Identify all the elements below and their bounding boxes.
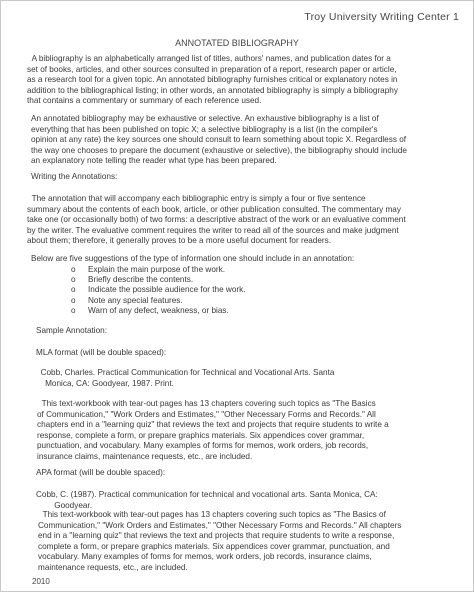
bullet-marker: o	[71, 285, 76, 295]
writing-heading: Writing the Annotations:	[31, 172, 118, 181]
list-item	[71, 285, 245, 295]
exhaustive-selective-paragraph: An annotated bibliography may be exhaustive or selective. An exhaustive bibliography is a list of everything that has been published on topic X; a selective bibliography is a list (in the compiler's opinion at any rate) the key sources one should consult to learn something about topic X. Regardless of the way one chooses to prepare the document (exhaustive or selective), the bibliography should include an explanatory note telling the reader what type has been prepared.	[31, 114, 407, 166]
mla-citation: Cobb, Charles. Practical Communication for Technical and Vocational Arts. Santa Monica, CA: Goodyear, 1987. Print.	[40, 368, 335, 388]
bullet-marker: o	[71, 295, 76, 305]
list-item-text: Note any special features.	[88, 295, 183, 305]
sample-heading: Sample Annotation:	[36, 326, 108, 335]
list-item-text: Briefly describe the contents.	[88, 275, 194, 285]
bullet-marker: o	[71, 265, 76, 274]
list-item-text: Indicate the possible audience for the work.	[88, 285, 246, 295]
page-footer-year: 2010	[32, 577, 50, 586]
list-item	[71, 306, 245, 316]
mla-heading: MLA format (will be double spaced):	[36, 348, 167, 357]
suggestions-list	[71, 265, 245, 316]
list-item	[71, 275, 245, 285]
document-title: ANNOTATED BIBLIOGRAPHY	[175, 38, 299, 48]
list-item-text: Warn of any defect, weakness, or bias.	[88, 305, 229, 315]
bullet-marker: o	[71, 275, 76, 285]
apa-heading: APA format (will be double spaced):	[36, 468, 166, 477]
list-item	[71, 296, 245, 306]
list-item	[71, 265, 245, 275]
annotation-paragraph: The annotation that will accompany each bibliographic entry is simply a four or five sentence summary about the contents of each book, article, or other publication consulted. The commentary may take one (or occasionally both) of two forms: a descriptive abstract of the work or an evaluative comment by the writer. The evaluative comment requires the writer to read all of the sources and make judgment about them; therefore, it generally proves to be a more useful document for readers.	[27, 194, 406, 246]
apa-annotation: This text-workbook with tear-out pages has 13 chapters covering such topics as "The Basics of Communication," "Work Orders and Estimates," "Other Necessary Forms and Records." All chapters end in a "learning quiz" that reviews the text and projects that require students to write a response, complete a form, or prepare graphics materials. Six appendices cover grammar, punctuation, and vocabulary. Many examples of forms for memos, work orders, job records, insurance claims, maintenance requests, etc., are included.	[38, 510, 402, 572]
suggestions-intro: Below are five suggestions of the type of information one should include in an annotation:	[31, 254, 355, 263]
mla-annotation: This text-workbook with tear-out pages has 13 chapters covering such topics as "The Basics of Communication," "Work Orders and Estimates," "Other Necessary Forms and Records." All chapters end in a "learning quiz" that reviews the text and projects that require students to write a response, complete a form, or prepare graphics materials. Six appendices cover grammar, punctuation, and vocabulary. Many examples of forms for memos, work orders, job records, insurance claims, maintenance requests, etc., are included.	[37, 399, 389, 461]
page-header: Troy University Writing Center 1	[304, 11, 459, 23]
definition-paragraph: A bibliography is an alphabetically arranged list of titles, authors' names, and publication dates for a set of books, articles, and other sources consulted in preparation of a report, research paper or article, as a research tool for a given topic. An annotated bibliography furnishes critical or explanatory notes in addition to the bibliographical listing; in other words, an annotated bibliography is simply a bibliography that contains a commentary or summary of each reference used.	[27, 54, 398, 106]
bullet-marker: o	[71, 305, 76, 315]
apa-citation: Cobb, C. (1987). Practical communication for technical and vocational arts. Santa Monica, CA: Goodyear.	[36, 490, 378, 510]
list-item-text: Explain the main purpose of the work.	[88, 265, 225, 274]
